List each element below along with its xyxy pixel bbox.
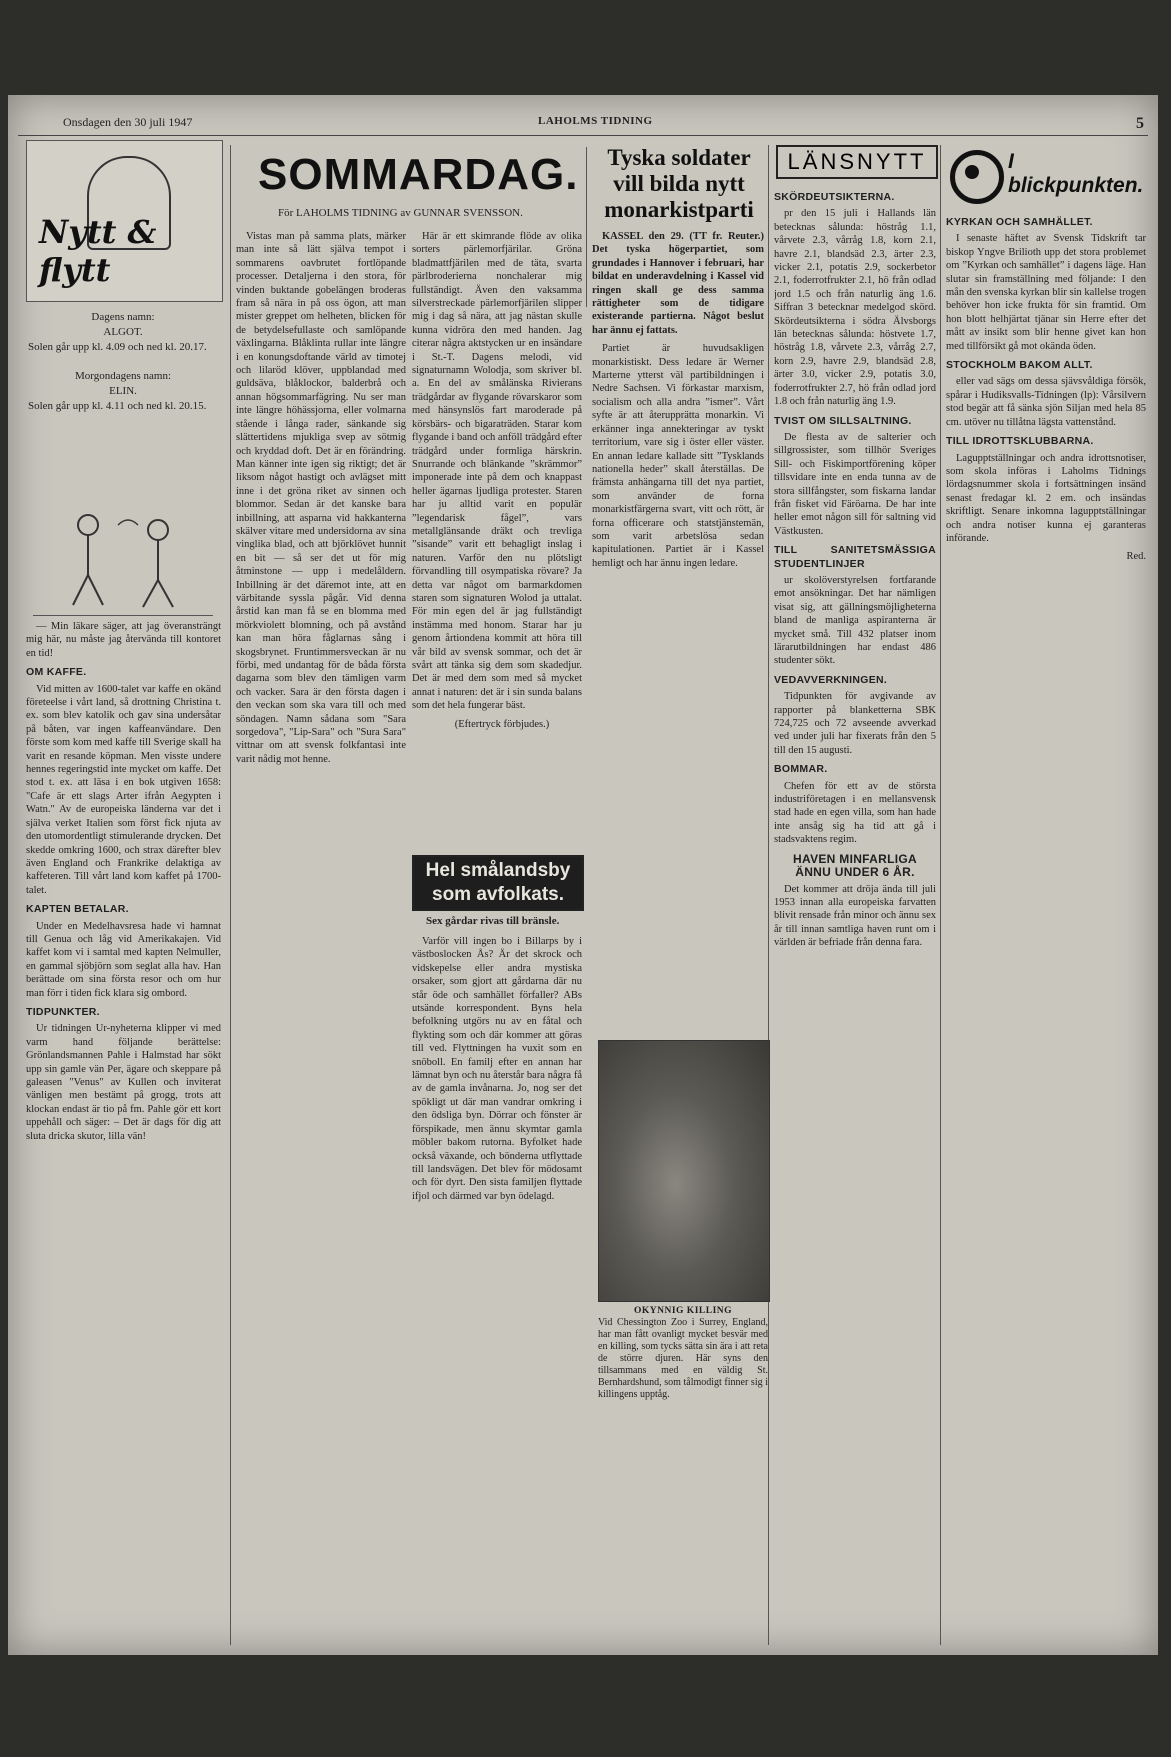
article-text: Här är ett skimrande flöde av olika sorters pärlemorfjärilar. Gröna bladmattfjärilen med de täta, svarta pärlbroderierna nonchalerar mig fullständigt. Även den vaksamma silverstreckade pärlemorfjärilen slipper mig i dag så nära, att jag nästan skulle kunna vidröra den med handen. Jag citerar några aktstycken ur en insändare i St.-T. Dagens melodi, vid signaturnamn Wolodja, som skriver bl. a. En del av smålänska Rivierans trädgårdar av flygande rövarskaror som med hänsynslös fart maroderade på körsbärs- och bigaraträden. Starar kom flygande i band och anföll trädgård efter trädgård under formliga härskrin. Snurrande och blänkande ”skrämmor” imponerade inte på dem och knappast heller ägarnas ljudliga protester. Staren har ju alltid varit en populär ”legendarisk fågel”, vars metallglänsande dräkt och trevliga ”sisande” varit ett behagligt inslag i naturen. Varför den nu plötsligt förvandling till osympatiska rövare? Ja detta var något om barmarkdomen staren som signaturen Wolod ja uttalat. För min egen del är jag fullständigt instämma med honom. Starar har ju genom årtiondena kommit att höra till vår bild av svensk sommar, och det är svårt att tänka sig dem som skadedjur. Det är med dem som med så mycket annat i naturen: det är i sin sunda balans som det hela fungerar bäst. bbox=[412, 231, 582, 712]
section-heading: BOMMAR. bbox=[774, 763, 828, 776]
article-text: I senaste häftet av Svensk Tidskrift tar biskop Yngve Brilioth upp det stora problemet om ”Kyrkan och samhället” i dagens läge. Han slutar sin framställning med följande: I den mån den svenska kyrkan blir sin kallelse trogen behöver hon icke frukta för sin framtid. Om hon blott helhjärtat tjänar sin Herre efter det mått av insikt som blir henne givet kan hon med tillförsikt gå mot okända öden. bbox=[946, 233, 1146, 352]
sommardag-column-a bbox=[236, 230, 406, 1645]
article-text: pr den 15 juli i Hallands län betecknas sålunda: höstråg 1.1, vårvete 2.3, vårråg 1.8, korn 2.1, havre 2.1, blandsäd 2.3, ärter 2.3, vicker 2.1, potatis 2.9, sockerbetor 2.1, foderrotfrukter 2.1, hö från odlad jord 1.5 och från naturlig äng 1.6. Siffran 3 betecknar medelgod skörd. Skördeutsikterna i södra Älvsborgs län betecknas sålunda: höstvete 1.7, höstråg 1.8, vårvete 2.3, vårråg 2.7, korn 2.9, havre 2.9, blandsäd 2.8, ärter 3.0, vicker 2.9, potatis 3.0, foderrotfrukter 2.7, hö från odlad jord 1.8 och från naturlig äng 1.9. bbox=[774, 208, 936, 408]
section-heading: KAPTEN BETALAR. bbox=[26, 903, 129, 916]
article-text: Tidpunkten för avgivande av rapporter på blanketterna SBK 724,725 och 72 avseende avverkad ved under juli har fixerats från den 5 till den 15 augusti. bbox=[774, 691, 936, 756]
photo-caption bbox=[598, 1305, 768, 1401]
morgondagens-value: ELIN. bbox=[109, 385, 137, 397]
photo-caption-text: Vid Chessington Zoo i Surrey, England, har man fått ovanligt mycket besvär med en killing, som tycks sätta sin ära i att reta de större djuren. Här syns den tillsammans med en väldig St. Bernhardshund, som tålmodigt finner sig i killingens upptåg. bbox=[598, 1317, 768, 1400]
lansnytt-headline-box bbox=[776, 145, 938, 179]
section-heading: SKÖRDEUTSIKTERNA. bbox=[774, 191, 895, 203]
section-heading: VEDAVVERKNINGEN. bbox=[774, 673, 888, 686]
logo-text: Nytt & flytt bbox=[39, 213, 157, 289]
section-heading: TILL SANITETSMÄSSIGA STUDENTLINJER bbox=[774, 544, 936, 570]
column-divider bbox=[940, 145, 941, 1645]
morgondagens-label: Morgondagens namn: bbox=[74, 370, 172, 382]
article-text: Ur tidningen Ur-nyheterna klipper vi med varm hand följande berättelse: Grönlandsmannen Pahle i Halmstad har sökt upp sin gamle vän Per, ägare och skeppare på galeasen "Venus" av Kullen och inviterat vänligen men bestämt på grogg, trots att klockan endast är tio på fm. Pahle gör ett kort uppehåll och säger: – Det är dags för dig att sluta dricka skutor, lilla vän! bbox=[26, 1023, 221, 1142]
column-divider bbox=[230, 145, 231, 1645]
smaland-column bbox=[412, 935, 582, 1645]
lansnytt-headline: LÄNSNYTT bbox=[787, 149, 927, 174]
nytt-flytt-logo bbox=[26, 140, 223, 302]
tyska-headline bbox=[593, 145, 765, 223]
dagens-namn-box bbox=[28, 310, 218, 414]
article-text: Vistas man på samma plats, märker man inte så lätt själva tempot i sommarens oavbrutet fortlöpande processer. Detaljerna i den stora, för vinden buktande gobelängen broderas fram så nära in på oss ögon, att man mister greppet om helheten, blicken för de betydelsefullaste och samlöpande växlingarna. Blåklinta rullar inte längre i en konungsdoftande värld av timotej och lilaröd klöver, uppblandad med guldsäva, blåklockor, balderbrå och annan högsommarfägring. Nu ser man inte längre höhässjorna, eller volmarna stående i långa rader, sänkande sig slättertidens mjukliga svep av sötmig och kryddad doft. Det är en förändring. Man känner inte igen sig riktigt; det är liksom något hastigt och avlägset mitt inne i det gröna riket av sinnen och blommor. Sedan är det kanske bara inbillning, att asparna vid hakkanterna skälver vitare med undersidorna av sina vinglika blad, och att björklövet hunnit en bit — så ser det ut för mig åtminstone — upp i medelåldern. Inbillning är det däremot inte, att en värbitande syssla pågår. Vid denna årstid kan man få se en blomma med mörkviolett blomning, och på avstånd kan man höra fåglarnas sång i skogsbrynet. Fruntimmersveckan är nu förbi, med undantag för de båda första dagarna som blev den tämligen varm och vacker. Sara är den första dagen i den veckan som ska vara till och med söndagen. Namn sådana som "Sara sorgedova", "Lip-Sara" och "Sura Sara" vittnar om att svensk folkfantasi inte varit nådig mot henne. bbox=[236, 231, 406, 765]
signoff: Red. bbox=[1126, 551, 1146, 563]
signoff: (Eftertryck förbjudes.) bbox=[454, 718, 550, 730]
section-heading: KYRKAN OCH SAMHÄLLET. bbox=[946, 216, 1093, 228]
dog-photo bbox=[598, 1040, 770, 1302]
section-heading: TILL IDROTTSKLUBBARNA. bbox=[946, 435, 1094, 448]
column-divider bbox=[586, 147, 587, 307]
column-divider bbox=[768, 145, 769, 1645]
blickpunkten-icon bbox=[950, 150, 1004, 204]
sommardag-column-b bbox=[412, 230, 582, 840]
tyska-headline-1: Tyska soldater bbox=[607, 145, 751, 170]
newspaper-page bbox=[8, 95, 1158, 1655]
section-heading: HAVEN MINFARLIGA ÄNNU UNDER 6 ÅR. bbox=[793, 851, 917, 880]
smaland-subtitle: Sex gårdar rivas till bränsle. bbox=[426, 915, 560, 927]
tyska-column bbox=[592, 230, 764, 610]
article-text: Chefen för ett av de största industriföretagen i en mellansvensk stad hade en egen villa, som han hade inte ansåg sig ha tid att gå i stadsvaktens regim. bbox=[774, 780, 936, 846]
article-text: Det kommer att dröja ända till juli 1953 innan alla europeiska farvatten blivit rensade från minor och ännu sex år till innan samtliga haven runt om i världen är befriade från denna fara. bbox=[774, 883, 936, 949]
section-heading: TVIST OM SILLSALTNING. bbox=[774, 414, 912, 427]
page-number: 5 bbox=[1136, 115, 1144, 132]
cartoon-illustration bbox=[33, 495, 213, 616]
lansnytt-column bbox=[774, 185, 936, 1645]
blickpunkten-headline: I blickpunkten. bbox=[1008, 150, 1144, 197]
dagens-namn-value: ALGOT. bbox=[103, 326, 143, 338]
article-lead: KASSEL den 29. (TT fr. Reuter.) Det tyska högerpartiet, som grundades i Hannover i februari, har bildat en underavdelning i Kassel vid ringen skall ge dess samma rättigheter som de tidigare existerande partierna. Något beslut har ännu ej fattats. bbox=[592, 231, 764, 336]
column-1-text bbox=[26, 620, 221, 1645]
sun-times: Solen går upp kl. 4.11 och ned kl. 20.15. bbox=[28, 400, 207, 412]
tyska-headline-2: vill bilda nytt bbox=[613, 171, 745, 196]
sommardag-byline: För LAHOLMS TIDNING av GUNNAR SVENSSON. bbox=[278, 207, 523, 219]
header-rule bbox=[18, 135, 1148, 136]
article-text: Partiet är huvudsakligen monarkistiskt. Dess ledare är Werner Marterne ytterst väl partibildningen i Nedre Sachsen. Vi förkastar marxism, socialism och alla andra ”ismer”. Vårt syfte är att återupprätta monarkin. Vi erkänner inga annekteringar av tyskt territorium, vare sig i öster eller väster. En annan ledare kallade sitt ”Tysklands nationella heder” skall återställas. De främsta anhängarna till det nya partiet, som använder de forna monarkistfärgerna svart, vitt och rött, är forna officerare och statstjänstemän, som varit arbetslösa sedan kapitulationen. Partiet är i Kassel hemligt och har ännu ingen ledare. bbox=[592, 343, 764, 569]
article-text: De flesta av de salterier och sillgrossister, som tillhör Sveriges Sill- och Fiskimportförening köper tillsvidare inte en enda tunna av de stora sillfångster, som fiskarna landar från fisket vid Färöarna. De har inte heller emot någon sill för saltning vid Västkusten. bbox=[774, 431, 936, 537]
dagens-namn-label: Dagens namn: bbox=[91, 311, 155, 323]
section-heading: STOCKHOLM BAKOM ALLT. bbox=[946, 359, 1093, 372]
photo-caption-title: OKYNNIG KILLING bbox=[633, 1306, 733, 1316]
tyska-headline-3: monarkistparti bbox=[604, 197, 754, 222]
smaland-headline-box bbox=[412, 855, 584, 911]
cartoon-caption: — Min läkare säger, att jag överansträngt mig här, nu måste jag återvända till kontoret en tid! bbox=[26, 621, 221, 659]
article-text: eller vad sägs om dessa sjävsvåldiga försök, spårar i Hudiksvalls-Tidningen (lp): Vårsilvern stod begär att få sänka sjön Siljan med hela 85 cm. utöver nu tillåtna lägsta vattenstånd. bbox=[946, 376, 1146, 428]
smaland-headline-1: Hel smålandsby bbox=[425, 860, 571, 881]
paper-name: LAHOLMS TIDNING bbox=[538, 115, 653, 127]
article-text: ur skolöverstyrelsen fortfarande emot ansökningar. Det har nämligen visat sig, att gällningsmöjligheterna bland de manliga aspiranterna är mycket små. Till 432 platser inom lärarutbildningen har endast 486 studenter sökt. bbox=[774, 574, 936, 667]
smaland-headline-2: som avfolkats. bbox=[432, 884, 564, 905]
blickpunkten-column bbox=[946, 210, 1146, 1645]
section-heading: OM KAFFE. bbox=[26, 666, 87, 679]
article-text: Varför vill ingen bo i Billarps by i västboslocken Ås? Är det skrock och vidskepelse eller andra mystiska orsaker, som gjort att gårdarna där nu står öde och samhället förfaller? ABs utsände korrespondent. Byns hela befolkning utgörs nu av en fåtal och flykting som och där kommer att göras till ved. Flyttningen ha vuxit som en snöboll. En familj efter en annan har lämnat byn och nu återstår bara några få av de gamla invånarna. Jo, nog ser det spökligt ut där man vandrar omkring i den ödsliga byn. Dörrar och fönster är förspikade, men ännu skymtar gamla möbler bakom rutorna. Byfolket hade också växande, och bönderna utflyttade till landsvägen. Det blev för mödosamt och för dyrt. Den sista familjen flyttade ifjol och därmed var byn ödelagd. bbox=[412, 936, 582, 1202]
issue-date: Onsdagen den 30 juli 1947 bbox=[63, 115, 193, 129]
section-heading: TIDPUNKTER. bbox=[26, 1005, 100, 1018]
article-text: Vid mitten av 1600-talet var kaffe en okänd företeelse i vårt land, så drottning Christina t. ex. som blev katolik och gav sina undersåtar på båten, var ingen kaffeanvändare. Den förste som kom med kaffe till Sverige skall ha varit en resande köpman. Men visste undere hennes regeringstid inte mycket om kaffe. Det stod t. ex. att läsa i en bok utgiven 1658: "Cafe är ett slags Arter ifrån Aegypten i Watn." Av de europeiska länderna var det i själva verket Italien som först fick njuta av den utomordentligt stimulerande drycken. Det skedde omkring 1600, och strax därefter blev även England och Frankrike delaktiga av kaffeteren. Till vårt land kom kaffet på 1700-talet. bbox=[26, 683, 221, 896]
sommardag-headline: SOMMARDAG. bbox=[258, 150, 579, 199]
article-text: Lagupptställningar och andra idrottsnotiser, som skola införas i Laholms Tidnings lördagsnummer skola i fortsättningen insänd senast fredagar kl. 2 em. och insändas skriftligt. Senare inkomna lagupptställningar och andra notiser kunna ej garanteras införande. bbox=[946, 452, 1146, 544]
sun-times: Solen går upp kl. 4.09 och ned kl. 20.17. bbox=[28, 341, 207, 353]
article-text: Under en Medelhavsresa hade vi hamnat till Genua och låg vid Amerikakajen. Vid kaffet kom vi i samtal med kapten Nelmuller, en gammal sjöbjörn som seglat alla hav. Han berättade om sina första resor och om hur man förr i tiden fick klara sig ombord. bbox=[26, 920, 221, 999]
